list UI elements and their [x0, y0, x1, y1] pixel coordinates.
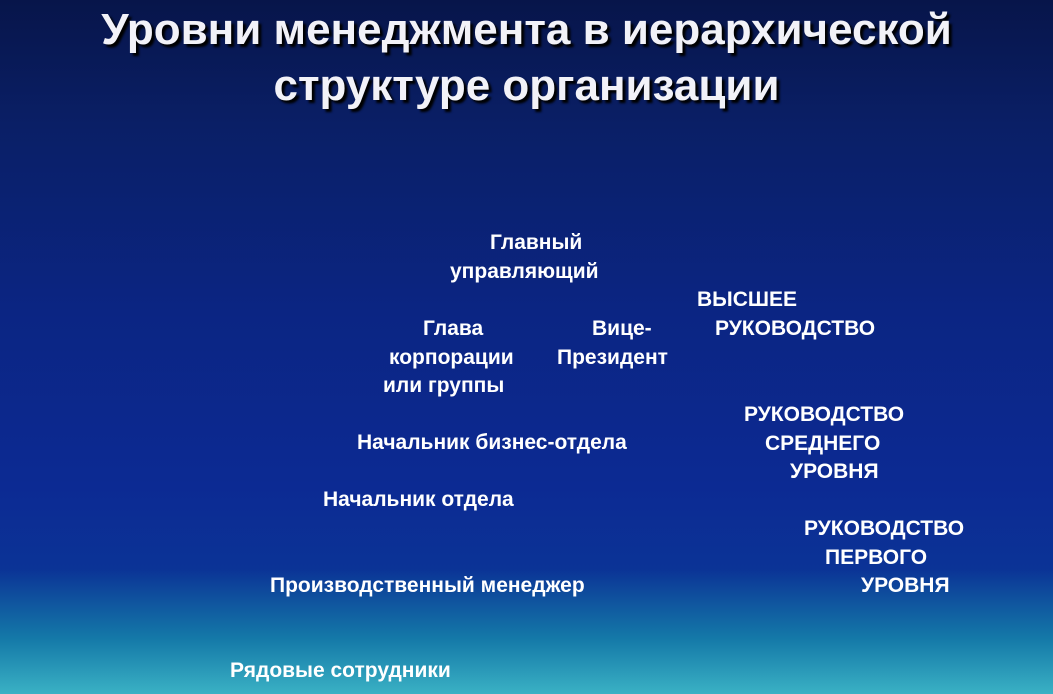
position-corp-head-line-3: или группы [383, 374, 505, 398]
level-first [804, 515, 964, 601]
page-title [0, 2, 1053, 114]
position-business-unit-head: Начальник бизнес-отдела [357, 431, 627, 454]
level-first-line-3: УРОВНЯ [861, 574, 950, 598]
position-vice-president [557, 315, 668, 372]
position-chief [450, 229, 599, 286]
level-middle-line-3: УРОВНЯ [790, 460, 879, 484]
title-line-1: Уровни менеджмента в иерархической [101, 5, 952, 54]
level-middle [744, 401, 904, 487]
position-vice-president-line-2: Президент [557, 345, 668, 369]
position-corp-head-line-1: Глава [423, 317, 484, 340]
position-production-manager: Производственный менеджер [270, 574, 585, 597]
position-chief-line-2: управляющий [450, 259, 599, 283]
position-employees: Рядовые сотрудники [230, 659, 451, 682]
level-middle-line-1: РУКОВОДСТВО [744, 403, 905, 426]
level-first-line-1: РУКОВОДСТВО [804, 517, 965, 540]
position-department-head: Начальник отдела [323, 488, 514, 511]
position-corp-head-line-2: корпорации [389, 345, 514, 369]
level-top-line-2: РУКОВОДСТВО [715, 316, 876, 340]
level-top-line-1: ВЫСШЕЕ [697, 288, 798, 311]
level-first-line-2: ПЕРВОГО [825, 545, 928, 569]
position-vice-president-line-1: Вице- [592, 317, 652, 340]
position-chief-line-1: Главный [490, 231, 583, 254]
position-corp-head [383, 315, 514, 401]
title-line-2: структуре организации [273, 61, 780, 110]
level-top [697, 286, 875, 343]
level-middle-line-2: СРЕДНЕГО [765, 431, 881, 455]
